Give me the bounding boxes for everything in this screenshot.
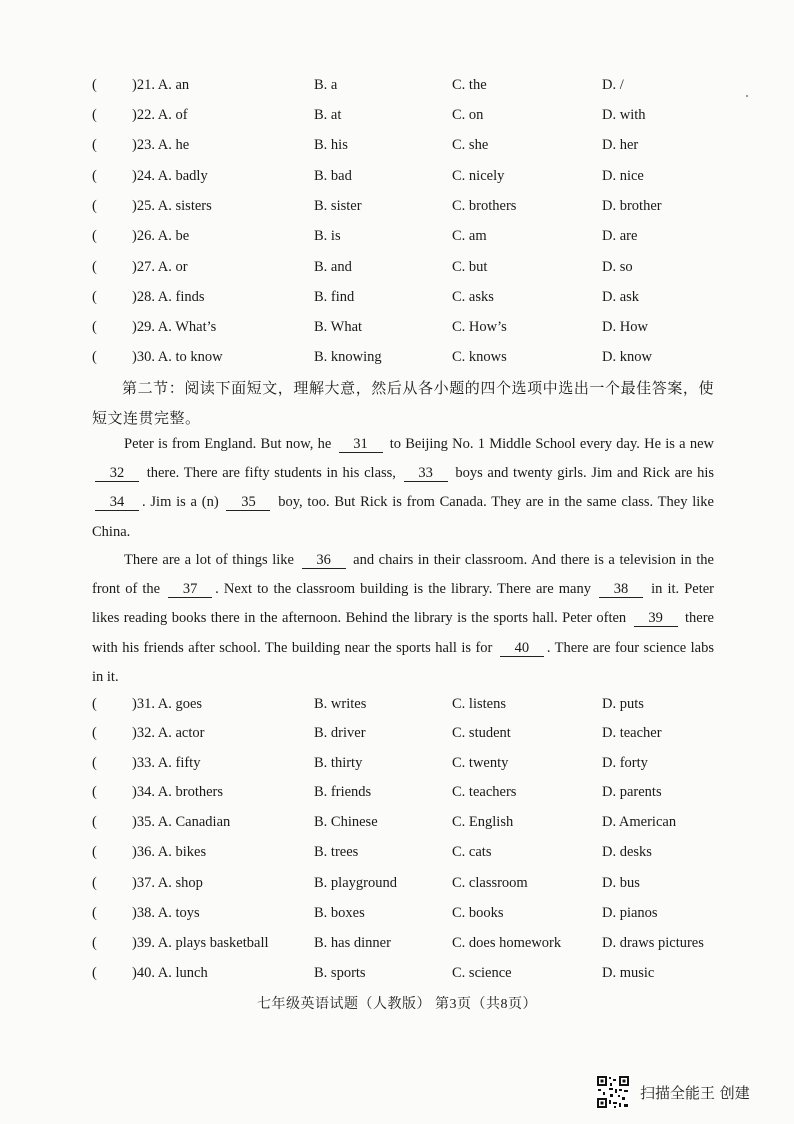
question-row [92, 74, 732, 96]
blank-37[interactable]: 37 [168, 581, 212, 598]
option-b: B. What [314, 319, 363, 335]
question-row [92, 841, 732, 863]
question-row [92, 346, 732, 368]
option-a: )25. A. sisters [132, 198, 212, 214]
blank-34[interactable]: 34 [95, 494, 139, 511]
option-c: C. student [452, 725, 511, 741]
option-a: )32. A. actor [132, 725, 205, 741]
answer-bracket[interactable]: ( [92, 228, 97, 244]
option-a: )27. A. or [132, 259, 188, 275]
option-b: B. and [314, 259, 352, 275]
option-d: D. parents [602, 784, 662, 800]
question-row [92, 962, 732, 984]
option-d: D. desks [602, 844, 652, 860]
answer-bracket[interactable]: ( [92, 289, 97, 305]
option-b: B. boxes [314, 905, 365, 921]
option-d: D. her [602, 137, 639, 153]
option-b: B. at [314, 107, 342, 123]
option-b: B. sister [314, 198, 362, 214]
question-row [92, 256, 732, 278]
option-c: C. the [452, 77, 487, 93]
answer-bracket[interactable]: ( [92, 755, 97, 771]
option-c: C. am [452, 228, 487, 244]
option-b: B. bad [314, 168, 352, 184]
option-a: )33. A. fifty [132, 755, 201, 771]
option-d: D. nice [602, 168, 644, 184]
answer-bracket[interactable]: ( [92, 965, 97, 981]
option-d: D. are [602, 228, 638, 244]
option-a: )22. A. of [132, 107, 188, 123]
option-c: C. does homework [452, 935, 562, 951]
option-c: C. books [452, 905, 504, 921]
blank-39[interactable]: 39 [634, 610, 678, 627]
option-b: B. trees [314, 844, 359, 860]
option-a: )35. A. Canadian [132, 814, 231, 830]
option-c: C. How’s [452, 319, 507, 335]
answer-bracket[interactable]: ( [92, 784, 97, 800]
option-d: D. music [602, 965, 655, 981]
question-row [92, 932, 732, 954]
question-row [92, 781, 732, 803]
question-row [92, 316, 732, 338]
option-a: )37. A. shop [132, 875, 203, 891]
answer-bracket[interactable]: ( [92, 198, 97, 214]
answer-bracket[interactable]: ( [92, 168, 97, 184]
option-b: B. friends [314, 784, 372, 800]
answer-bracket[interactable]: ( [92, 844, 97, 860]
option-c: C. but [452, 259, 488, 275]
blank-31[interactable]: 31 [339, 436, 383, 453]
option-c: C. twenty [452, 755, 509, 771]
answer-bracket[interactable]: ( [92, 875, 97, 891]
option-a: )40. A. lunch [132, 965, 208, 981]
option-d: D. forty [602, 755, 648, 771]
option-c: C. teachers [452, 784, 517, 800]
blank-35[interactable]: 35 [226, 494, 270, 511]
option-c: C. brothers [452, 198, 517, 214]
option-b: B. a [314, 77, 338, 93]
answer-bracket[interactable]: ( [92, 107, 97, 123]
option-b: B. has dinner [314, 935, 391, 951]
question-row [92, 872, 732, 894]
scanner-watermark: 扫描全能王 创建 [640, 1084, 750, 1102]
option-d: D. teacher [602, 725, 662, 741]
option-a: )24. A. badly [132, 168, 208, 184]
option-a: )28. A. finds [132, 289, 205, 305]
option-c: C. listens [452, 696, 506, 712]
option-b: B. Chinese [314, 814, 378, 830]
answer-bracket[interactable]: ( [92, 935, 97, 951]
option-d: D. / [602, 77, 624, 93]
option-b: B. find [314, 289, 355, 305]
option-a: )36. A. bikes [132, 844, 207, 860]
answer-bracket[interactable]: ( [92, 814, 97, 830]
option-c: C. on [452, 107, 484, 123]
option-c: C. nicely [452, 168, 505, 184]
option-b: B. knowing [314, 349, 382, 365]
option-d: D. puts [602, 696, 644, 712]
question-row [92, 902, 732, 924]
option-a: )30. A. to know [132, 349, 223, 365]
option-c: C. classroom [452, 875, 528, 891]
page-footer: 七年级英语试题（人教版） 第3页（共8页） [257, 997, 537, 1012]
option-a: )26. A. be [132, 228, 190, 244]
option-c: C. asks [452, 289, 494, 305]
blank-40[interactable]: 40 [500, 640, 544, 657]
question-row [92, 195, 732, 217]
option-d: D. How [602, 319, 648, 335]
option-d: D. pianos [602, 905, 658, 921]
option-d: D. so [602, 259, 633, 275]
qr-code-icon [596, 1075, 630, 1109]
option-d: D. know [602, 349, 652, 365]
blank-32[interactable]: 32 [95, 465, 139, 482]
answer-bracket[interactable]: ( [92, 259, 97, 275]
option-d: D. bus [602, 875, 640, 891]
option-d: D. American [602, 814, 677, 830]
option-d: D. draws pictures [602, 935, 704, 951]
question-row [92, 693, 732, 715]
option-a: )34. A. brothers [132, 784, 224, 800]
passage-paragraph-1: Peter is from England. But now, he 31 to Beijing No. 1 Middle School every day. He is a new 32 there. There are fifty students in his class, 33 boys and twenty girls. Jim and Rick are his 34 . Jim is a (n) 35 boy, too. But Rick is from Canada. They are in the same class. They like China. [92, 436, 715, 540]
question-row [92, 165, 732, 187]
answer-bracket[interactable]: ( [92, 77, 97, 93]
option-c: C. science [452, 965, 512, 981]
option-a: )21. A. an [132, 77, 190, 93]
passage-paragraph-2: There are a lot of things like 36 and chairs in their classroom. And there is a television in the front of the 37 . Next to the classroom building is the library. There are many 38 in it. Peter likes reading books there in the afternoon. Behind the library is the sports hall. Peter often 39 there with his friends after school. The building near the sports hall is for 40 . There are four science labs in it. [92, 552, 714, 685]
option-d: D. brother [602, 198, 662, 214]
section-2-instructions: 第二节：阅读下面短文，理解大意，然后从各小题的四个选项中选出一个最佳答案，使短文连贯完整。 [92, 381, 714, 427]
question-row [92, 104, 732, 126]
option-b: B. his [314, 137, 348, 153]
option-b: B. driver [314, 725, 366, 741]
question-row [92, 134, 732, 156]
answer-bracket[interactable]: ( [92, 349, 97, 365]
question-row [92, 722, 732, 744]
option-a: )31. A. goes [132, 696, 203, 712]
option-d: D. with [602, 107, 646, 123]
option-a: )29. A. What’s [132, 319, 217, 335]
option-b: B. thirty [314, 755, 363, 771]
option-b: B. sports [314, 965, 366, 981]
blank-33[interactable]: 33 [404, 465, 448, 482]
answer-bracket[interactable]: ( [92, 319, 97, 335]
question-row [92, 286, 732, 308]
option-a: )23. A. he [132, 137, 190, 153]
option-a: )38. A. toys [132, 905, 200, 921]
question-row [92, 752, 732, 774]
option-c: C. cats [452, 844, 492, 860]
option-c: C. she [452, 137, 489, 153]
question-row [92, 225, 732, 247]
blank-38[interactable]: 38 [599, 581, 643, 598]
answer-bracket[interactable]: ( [92, 725, 97, 741]
option-b: B. playground [314, 875, 397, 891]
option-c: C. English [452, 814, 514, 830]
scan-speck [746, 95, 748, 97]
question-row [92, 811, 732, 833]
option-b: B. is [314, 228, 341, 244]
option-d: D. ask [602, 289, 640, 305]
option-a: )39. A. plays basketball [132, 935, 269, 951]
answer-bracket[interactable]: ( [92, 696, 97, 712]
option-b: B. writes [314, 696, 367, 712]
answer-bracket[interactable]: ( [92, 137, 97, 153]
blank-36[interactable]: 36 [302, 552, 346, 569]
answer-bracket[interactable]: ( [92, 905, 97, 921]
option-c: C. knows [452, 349, 507, 365]
